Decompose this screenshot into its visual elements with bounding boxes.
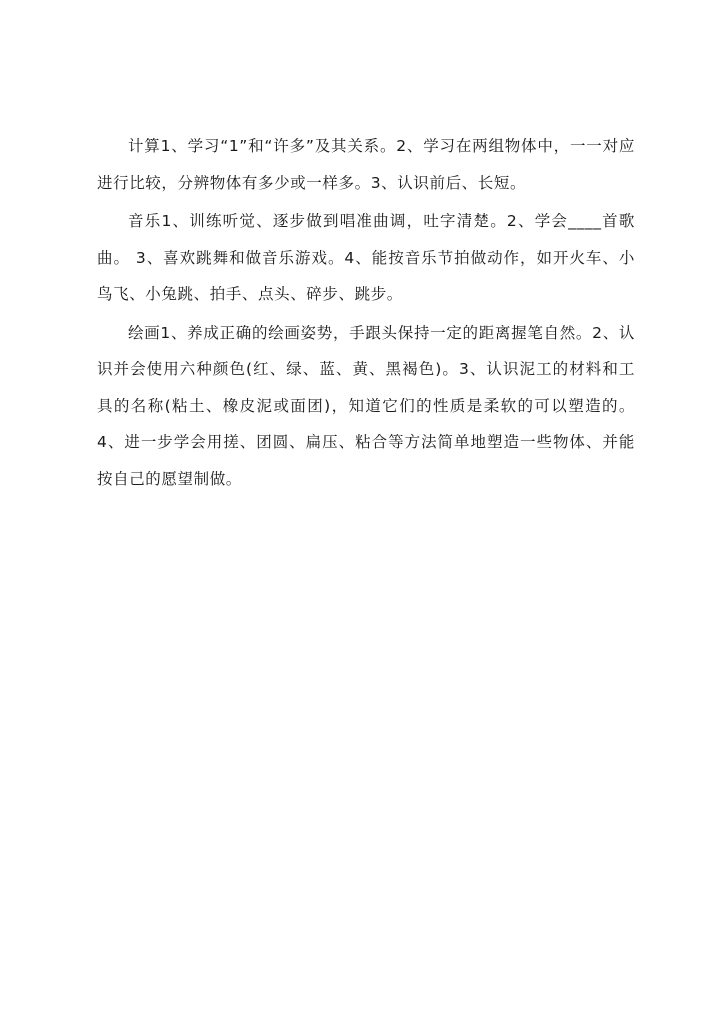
paragraph-music: 音乐1、训练听觉、逐步做到唱准曲调，吐字清楚。2、学会____首歌曲。 3、喜欢跳舞和做音乐游戏。4、能按音乐节拍做动作，如开火车、小鸟飞、小兔跳、拍手、点头、碎步、跳步。 xyxy=(97,212,635,303)
document-body xyxy=(97,128,635,499)
paragraph-math: 计算1、学习“1”和“许多”及其关系。2、学习在两组物体中，一一对应进行比较，分辨物体有多少或一样多。3、认识前后、长短。 xyxy=(97,137,635,192)
paragraph-drawing: 绘画1、养成正确的绘画姿势，手跟头保持一定的距离握笔自然。2、认识并会使用六种颜色(红、绿、蓝、黄、黑褐色)。3、认识泥工的材料和工具的名称(粘土、橡皮泥或面团)，知道它们的性质是柔软的可以塑造的。4、进一步学会用搓、团圆、扁压、粘合等方法简单地塑造一些物体、并能按自己的愿望制做。 xyxy=(97,323,635,488)
